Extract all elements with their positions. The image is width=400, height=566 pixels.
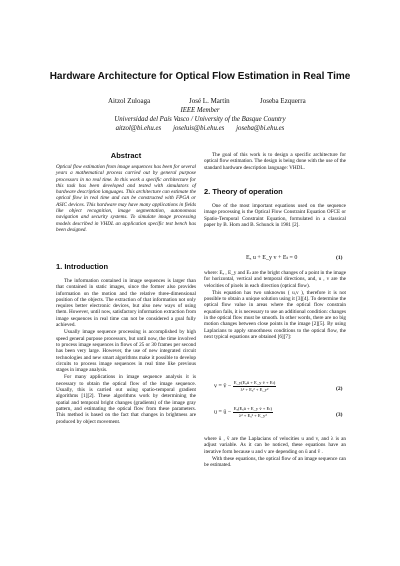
goal-section	[204, 152, 346, 171]
email-line	[0, 125, 400, 132]
equation-2-fraction	[233, 380, 276, 392]
equation-3-number: (3)	[336, 412, 343, 418]
equation-3-denominator: λ² + Eₓ² + E_y²	[239, 413, 267, 418]
author-3: Joseba Ezquerra	[260, 97, 306, 105]
theory-section	[204, 187, 346, 228]
affiliation: Universidad del País Vasco / University of the Basque Country	[114, 116, 286, 123]
equation-3	[214, 406, 273, 418]
equation-1-number: (1)	[336, 255, 343, 261]
equation-1: Eₓ u + E_y v + Eₜ = 0	[246, 255, 298, 261]
equation-2-denominator: λ² + Eₓ² + E_y²	[240, 387, 269, 392]
introduction-heading: 1. Introduction	[56, 262, 109, 271]
author-2: José L. Martín	[189, 97, 230, 105]
theory-paragraph-2: where: Eₓ , E_y and Eₜ are the bright changes of a point in the image for horizontal, vertical and temporal directions, and, u , v are the velocities of pixels in each direction (optical flow).	[204, 270, 346, 289]
theory-paragraph-3: This equation has two unknowns ( u,v ), therefore it is not possible to obtain a unique solution using it [3][4]. To determine the optical flow value in areas where the optical flow constrain equation fails, it is necessary to use an additional condition: changes in the optical flow must be smooth. In other words, there are no big motion changes between close points in the image [2][5]. By using Laplacians to apply smoothness conditions to the optical flow, the next typical equations are obtained [6][7]:	[204, 289, 346, 340]
equation-2-number: (2)	[336, 386, 343, 392]
email-1[interactable]: aitzol@bi.ehu.es	[115, 125, 162, 132]
theory-body	[204, 270, 346, 340]
abstract-heading: Abstract	[110, 151, 142, 160]
theory-paragraph-1: One of the most important equations used on the sequence image processing is the Optical Flow Constraint Equation OFCE or Spatio-Temporal Constraint Equation, formulated in a classical paper by B. Horn and B. Schunck in 1981 [2].	[204, 203, 346, 228]
email-2[interactable]: joseluis@bi.ehu.es	[173, 125, 225, 132]
equation-2-lhs: v = v̄ −	[214, 383, 232, 390]
equation-3-lhs: u = ū −	[214, 409, 232, 416]
introduction-section	[56, 262, 196, 425]
abstract-section	[56, 151, 196, 233]
equation-3-numerator: Eₓ(Eₓū + E_y v̄ + Eₜ)	[233, 406, 272, 411]
author-role: IEEE Member	[180, 107, 220, 114]
goal-paragraph: The goal of this work is to design a specific architecture for optical flow estimation. The design is being done with the use of the standard hardware description language: VHDL.	[204, 152, 346, 171]
email-3[interactable]: joseba@bi.ehu.es	[236, 125, 285, 132]
theory-paragraph-4: where ū , v̄ are the Laplacians of velocities u and v, and λ is an adjust variable. As it can be noticed, these equations have an iterative form because u and v are depending on ū and v̄ .	[204, 436, 346, 455]
theory-closing	[204, 436, 346, 468]
equation-2	[214, 380, 276, 392]
author-1: Aitzol Zuloaga	[108, 97, 151, 105]
abstract-text: Optical flow estimation from image sequences has been for several years a mathematical process carried out by general purpose processors in no real time. In this work a specific architecture for this task has been developed and tested with simulators of hardware description languages. This architecture can estimate the optical flow in real time and can be constructed with FPGA or ASIC devices. This hardware may have many applications in fields like object recognition, image segmentation, autonomous navigation and security systems. To simulate image processing models described in VHDL an application specific test bench has been designed.	[56, 164, 196, 233]
equation-3-fraction	[233, 406, 273, 418]
intro-paragraph-2: Usually image sequence processing is accomplished by high speed general purpose processors, but until now, the time involved to process image sequences in flows of 25 or 30 frames per second has been very large. However, the use of new integrated circuit technologies and new smart algorithms make it possible to develop circuits to process image sequences in real time like previous stages in image analysis.	[56, 329, 196, 374]
theory-paragraph-5: With these equations, the optical flow of an image sequence can be estimated.	[204, 455, 346, 469]
equation-2-numerator: E_y(Eₓū + E_y v̄ + Eₜ)	[233, 380, 276, 385]
intro-paragraph-3: For many applications in image sequence analysis it is necessary to obtain the optical flow of the image sequence. Usually, this is carried out using spatio-temporal gradient algorithms [1][2]. These algorithms work by determining the spatial and temporal bright changes (gradients) of the image gray pattern, and estimating the optical flow from these parameters. This method is based on the fact that changes in brightness are produced by object movement.	[56, 374, 196, 425]
intro-paragraph-1: The information contained in image sequences is larger than that contained in static images, since the former also provides information on the motion and the relative three-dimensional position of the objects. The extraction of that information not only requires better electronic devices, but also new ways of using them. However, until now, satisfactory information extraction from image sequences in real time can not be considered a goal fully achieved.	[56, 278, 196, 329]
paper-title: Hardware Architecture for Optical Flow Estimation in Real Time	[49, 71, 351, 82]
theory-heading: 2. Theory of operation	[204, 187, 283, 196]
